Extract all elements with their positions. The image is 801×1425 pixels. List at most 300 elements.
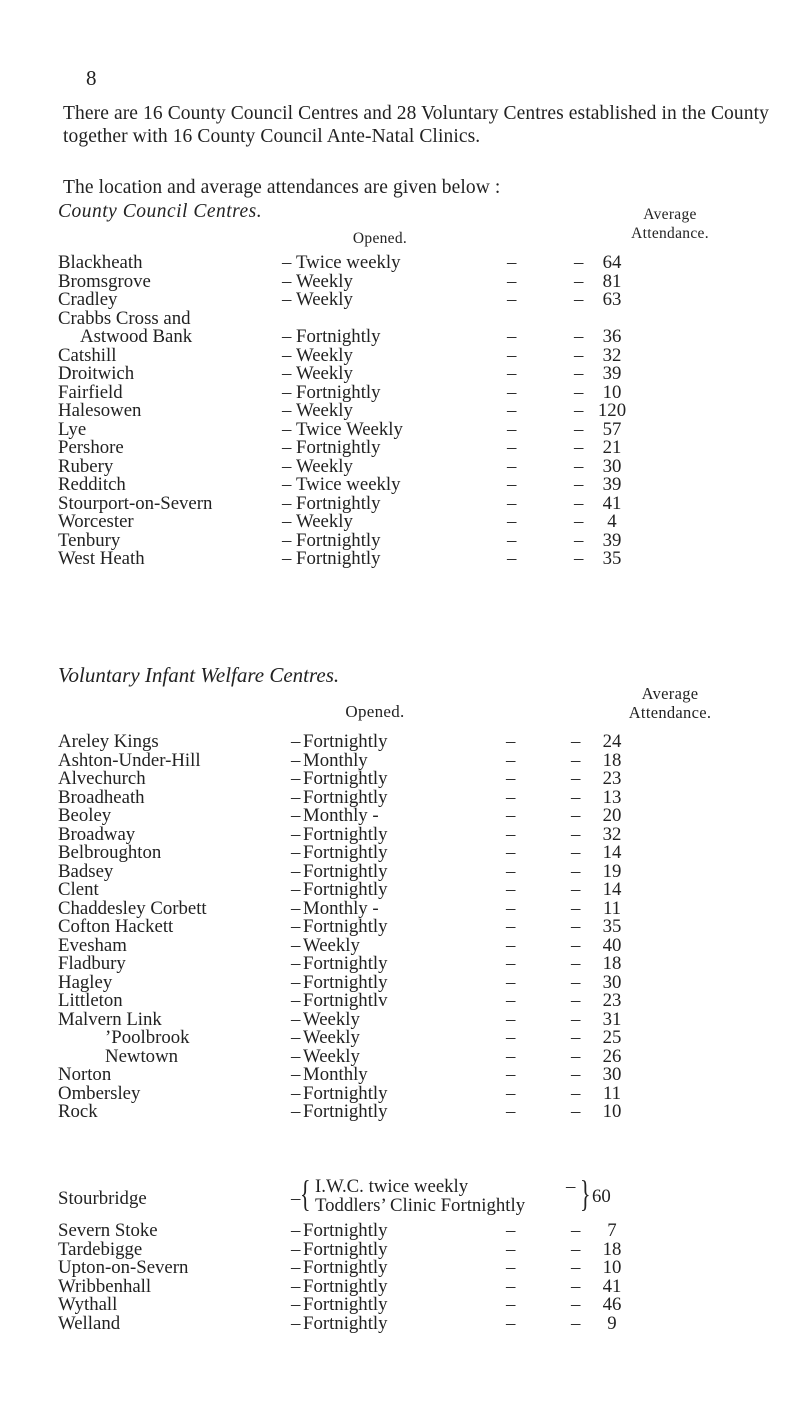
centre-name: Fairfield bbox=[58, 381, 123, 403]
frequency: Monthly - bbox=[303, 897, 379, 919]
frequency: Fortnightly bbox=[303, 1275, 388, 1297]
leader-dash: – bbox=[507, 400, 517, 421]
leader-dash: – bbox=[291, 1275, 301, 1297]
leader-dash: – bbox=[506, 1257, 516, 1278]
centre-name: Ashton-Under-Hill bbox=[58, 749, 201, 771]
leader-dash: – bbox=[574, 289, 584, 310]
leader-dash: – bbox=[291, 971, 301, 993]
leader-dash: – bbox=[282, 326, 292, 347]
attendance: 57 bbox=[602, 418, 622, 440]
page-number: 8 bbox=[86, 66, 97, 90]
leader-dash: – bbox=[291, 842, 301, 863]
attendance: 14 bbox=[602, 842, 622, 863]
attendance: 10 bbox=[602, 1101, 622, 1122]
attendance: 19 bbox=[602, 860, 622, 882]
frequency: Fortnightly bbox=[303, 731, 388, 752]
centre-name: Alvechurch bbox=[58, 768, 146, 789]
centre-name: Areley Kings bbox=[58, 731, 159, 752]
leader-dash: – bbox=[506, 786, 516, 808]
frequency: Fortnightly bbox=[303, 879, 388, 900]
leader-dash: – bbox=[571, 1257, 581, 1278]
leader-dash: – bbox=[574, 381, 584, 403]
leader-dash: – bbox=[571, 1064, 581, 1085]
table-row bbox=[0, 291, 801, 310]
leader-dash: – bbox=[574, 363, 584, 384]
attendance: 25 bbox=[602, 1027, 622, 1048]
centre-name: ’Poolbrook bbox=[105, 1027, 190, 1048]
attendance: 63 bbox=[602, 289, 622, 310]
leader-dash: – bbox=[282, 548, 292, 569]
centre-name: Rubery bbox=[58, 455, 114, 477]
leader-dash: – bbox=[571, 1082, 581, 1104]
leader-dash: – bbox=[571, 731, 581, 752]
leader-dash: – bbox=[282, 270, 292, 292]
leader-dash: – bbox=[574, 529, 584, 551]
leader-dash: – bbox=[282, 289, 292, 310]
frequency: Fortnightlv bbox=[303, 990, 388, 1011]
leader-dash: – bbox=[574, 270, 584, 292]
attendance: 30 bbox=[602, 1064, 622, 1085]
attendance: 30 bbox=[602, 455, 622, 477]
voluntary-table-continued bbox=[0, 1222, 801, 1333]
vol-average-label: Average bbox=[641, 684, 699, 703]
leader-dash: – bbox=[506, 805, 516, 826]
leader-dash: – bbox=[571, 749, 581, 771]
centre-name: Newtown bbox=[105, 1045, 179, 1067]
table-row bbox=[0, 807, 801, 826]
leader-dash: – bbox=[506, 1064, 516, 1085]
frequency: Weekly bbox=[303, 1027, 360, 1048]
leader-dash: – bbox=[282, 344, 292, 366]
stourbridge-right-brace: } bbox=[580, 1171, 591, 1215]
leader-dash: – bbox=[282, 455, 292, 477]
table-row bbox=[0, 328, 801, 347]
centre-name: Malvern Link bbox=[58, 1008, 162, 1030]
centre-name: Stourport-on-Severn bbox=[58, 492, 213, 514]
leader-dash: – bbox=[506, 1312, 516, 1334]
attendance: 10 bbox=[602, 1257, 622, 1278]
centre-name: Droitwich bbox=[58, 363, 135, 384]
frequency: Fortnightly bbox=[303, 1101, 388, 1122]
frequency: Monthly bbox=[303, 1064, 368, 1085]
centre-name: Upton-on-Severn bbox=[58, 1257, 189, 1278]
leader-dash: – bbox=[291, 1220, 301, 1241]
leader-dash: – bbox=[574, 418, 584, 440]
table-row bbox=[0, 1222, 801, 1241]
leader-dash: – bbox=[282, 252, 292, 273]
attendance: 39 bbox=[602, 529, 622, 551]
frequency: Weekly bbox=[296, 400, 353, 421]
vol-opened-header: Opened. bbox=[345, 702, 405, 721]
leader-dash: – bbox=[506, 731, 516, 752]
leader-dash: – bbox=[282, 418, 292, 440]
leader-dash: – bbox=[571, 934, 581, 956]
table-row bbox=[0, 270, 801, 292]
stourbridge-line1-dash: – bbox=[566, 1176, 576, 1197]
attendance: 14 bbox=[602, 879, 622, 900]
leader-dash: – bbox=[574, 326, 584, 347]
leader-dash: – bbox=[571, 879, 581, 900]
attendance: 30 bbox=[602, 971, 622, 993]
attendance: 21 bbox=[602, 437, 622, 458]
centre-name: Broadway bbox=[58, 823, 136, 845]
leader-dash: – bbox=[507, 492, 517, 514]
leader-dash: – bbox=[291, 897, 301, 919]
centre-name: Welland bbox=[58, 1312, 121, 1334]
centre-name: Cofton Hackett bbox=[58, 916, 174, 937]
leader-dash: – bbox=[282, 400, 292, 421]
attendance: 23 bbox=[602, 768, 622, 789]
centre-name: Clent bbox=[58, 879, 99, 900]
leader-dash: – bbox=[282, 437, 292, 458]
table-row bbox=[0, 786, 801, 808]
leader-dash: – bbox=[291, 1045, 301, 1067]
cc-average-label: Average bbox=[643, 206, 697, 223]
leader-dash: – bbox=[507, 548, 517, 569]
leader-dash: – bbox=[506, 860, 516, 882]
leader-dash: – bbox=[571, 823, 581, 845]
leader-dash: – bbox=[571, 1238, 581, 1260]
table-row bbox=[0, 1029, 801, 1048]
leader-dash: – bbox=[291, 1312, 301, 1334]
leader-dash: – bbox=[506, 953, 516, 974]
leader-dash: – bbox=[574, 344, 584, 366]
leader-dash: – bbox=[291, 823, 301, 845]
leader-dash: – bbox=[506, 916, 516, 937]
attendance: 46 bbox=[602, 1294, 622, 1315]
vol-average-header bbox=[560, 684, 780, 722]
frequency: Weekly bbox=[303, 934, 360, 956]
centre-name: Redditch bbox=[58, 474, 126, 495]
stourbridge-dash: – bbox=[291, 1188, 301, 1209]
leader-dash: – bbox=[571, 786, 581, 808]
vol-attendance-label: Attendance. bbox=[628, 703, 712, 722]
frequency: Fortnightly bbox=[303, 768, 388, 789]
leader-dash: – bbox=[574, 492, 584, 514]
table-row bbox=[0, 860, 801, 882]
frequency: Fortnightly bbox=[303, 1294, 388, 1315]
leader-dash: – bbox=[507, 511, 517, 532]
frequency: Weekly bbox=[296, 363, 353, 384]
leader-dash: – bbox=[507, 326, 517, 347]
leader-dash: – bbox=[507, 455, 517, 477]
leader-dash: – bbox=[574, 252, 584, 273]
intro-location-line: The location and average attendances are given below : bbox=[63, 177, 501, 198]
leader-dash: – bbox=[282, 381, 292, 403]
table-row bbox=[0, 844, 801, 863]
frequency: Monthly bbox=[303, 749, 368, 771]
leader-dash: – bbox=[291, 934, 301, 956]
frequency: Fortnightly bbox=[303, 1238, 388, 1260]
centre-name: Wythall bbox=[58, 1294, 118, 1315]
centre-name: Cradley bbox=[58, 289, 118, 310]
leader-dash: – bbox=[506, 879, 516, 900]
leader-dash: – bbox=[291, 916, 301, 937]
frequency: Fortnightly bbox=[303, 971, 388, 993]
centre-name: Pershore bbox=[58, 437, 124, 458]
centre-name: Catshill bbox=[58, 344, 117, 366]
attendance: 39 bbox=[602, 363, 622, 384]
leader-dash: – bbox=[574, 437, 584, 458]
table-row bbox=[0, 992, 801, 1011]
leader-dash: – bbox=[574, 474, 584, 495]
frequency: Fortnightly bbox=[296, 437, 381, 458]
leader-dash: – bbox=[291, 749, 301, 771]
frequency: Fortnightly bbox=[303, 823, 388, 845]
stourbridge-line1: I.W.C. twice weekly bbox=[315, 1176, 469, 1197]
frequency: Fortnightly bbox=[303, 860, 388, 882]
stourbridge-attendance: 60 bbox=[592, 1186, 611, 1207]
attendance: 41 bbox=[602, 492, 622, 514]
leader-dash: – bbox=[506, 1220, 516, 1241]
attendance: 20 bbox=[602, 805, 622, 826]
table-row bbox=[0, 1045, 801, 1067]
centre-name: Fladbury bbox=[58, 953, 126, 974]
leader-dash: – bbox=[291, 953, 301, 974]
leader-dash: – bbox=[506, 1027, 516, 1048]
leader-dash: – bbox=[291, 1238, 301, 1260]
attendance: 35 bbox=[602, 548, 622, 569]
leader-dash: – bbox=[291, 786, 301, 808]
frequency: Twice Weekly bbox=[296, 418, 403, 440]
leader-dash: – bbox=[571, 953, 581, 974]
leader-dash: – bbox=[291, 1064, 301, 1085]
attendance: 10 bbox=[602, 381, 622, 403]
leader-dash: – bbox=[291, 1027, 301, 1048]
table-row bbox=[0, 513, 801, 532]
table-row bbox=[0, 1082, 801, 1104]
leader-dash: – bbox=[282, 474, 292, 495]
voluntary-table bbox=[0, 733, 801, 1122]
centre-name: Blackheath bbox=[58, 252, 143, 273]
frequency: Weekly bbox=[296, 511, 353, 532]
attendance: 31 bbox=[602, 1008, 622, 1030]
leader-dash: – bbox=[574, 511, 584, 532]
leader-dash: – bbox=[571, 897, 581, 919]
attendance: 41 bbox=[602, 1275, 622, 1297]
frequency: Fortnightly bbox=[303, 1312, 388, 1334]
leader-dash: – bbox=[571, 1275, 581, 1297]
centre-name: Lye bbox=[58, 418, 87, 440]
attendance: 18 bbox=[602, 953, 622, 974]
attendance: 39 bbox=[602, 474, 622, 495]
centre-name: Broadheath bbox=[58, 786, 145, 808]
county-council-table bbox=[0, 254, 801, 569]
leader-dash: – bbox=[282, 492, 292, 514]
attendance: 64 bbox=[602, 252, 622, 273]
leader-dash: – bbox=[571, 1220, 581, 1241]
table-row bbox=[0, 770, 801, 789]
table-row bbox=[0, 476, 801, 495]
leader-dash: – bbox=[574, 548, 584, 569]
stourbridge-line2: Toddlers’ Clinic Fortnightly bbox=[315, 1195, 526, 1216]
leader-dash: – bbox=[507, 289, 517, 310]
centre-name: Beoley bbox=[58, 805, 112, 826]
centre-name: Tardebigge bbox=[58, 1238, 143, 1260]
table-row bbox=[0, 881, 801, 900]
leader-dash: – bbox=[506, 971, 516, 993]
table-row bbox=[0, 254, 801, 273]
frequency: Weekly bbox=[296, 289, 353, 310]
leader-dash: – bbox=[282, 511, 292, 532]
leader-dash: – bbox=[291, 805, 301, 826]
leader-dash: – bbox=[506, 1101, 516, 1122]
attendance: 32 bbox=[602, 344, 622, 366]
table-row bbox=[0, 1296, 801, 1315]
leader-dash: – bbox=[571, 805, 581, 826]
leader-dash: – bbox=[507, 344, 517, 366]
centre-name: Hagley bbox=[58, 971, 113, 993]
leader-dash: – bbox=[506, 842, 516, 863]
leader-dash: – bbox=[291, 1101, 301, 1122]
cc-opened-header: Opened. bbox=[352, 230, 408, 247]
attendance: 13 bbox=[602, 786, 622, 808]
intro-paragraph: There are 16 County Council Centres and 28 Voluntary Centres established in the County together with 16 County Council Ante-Natal Clinics. bbox=[63, 103, 769, 147]
attendance: 23 bbox=[602, 990, 622, 1011]
attendance: 120 bbox=[597, 400, 627, 421]
leader-dash: – bbox=[571, 1294, 581, 1315]
centre-name: Worcester bbox=[58, 511, 134, 532]
leader-dash: – bbox=[506, 1045, 516, 1067]
frequency: Fortnightly bbox=[303, 1220, 388, 1241]
table-row bbox=[0, 1259, 801, 1278]
leader-dash: – bbox=[571, 1101, 581, 1122]
stourbridge-entry bbox=[0, 1171, 801, 1221]
leader-dash: – bbox=[506, 1294, 516, 1315]
attendance: 18 bbox=[602, 749, 622, 771]
stourbridge-left-brace: { bbox=[300, 1171, 311, 1215]
frequency: Twice weekly bbox=[296, 474, 401, 495]
frequency: Weekly bbox=[296, 344, 353, 366]
centre-name: Crabbs Cross and bbox=[58, 307, 191, 329]
attendance: 11 bbox=[602, 897, 622, 919]
centre-name: Badsey bbox=[58, 860, 114, 882]
table-row bbox=[0, 402, 801, 421]
leader-dash: – bbox=[506, 1082, 516, 1104]
leader-dash: – bbox=[507, 418, 517, 440]
table-row bbox=[0, 439, 801, 458]
voluntary-title: Voluntary Infant Welfare Centres. bbox=[58, 663, 340, 687]
centre-name: Ombersley bbox=[58, 1082, 141, 1104]
attendance: 18 bbox=[602, 1238, 622, 1260]
leader-dash: – bbox=[571, 768, 581, 789]
leader-dash: – bbox=[507, 363, 517, 384]
leader-dash: – bbox=[571, 1312, 581, 1334]
attendance: 7 bbox=[607, 1220, 617, 1241]
leader-dash: – bbox=[574, 400, 584, 421]
table-row bbox=[0, 1312, 801, 1334]
frequency: Fortnightly bbox=[296, 548, 381, 569]
cc-average-header bbox=[560, 205, 780, 243]
leader-dash: – bbox=[506, 823, 516, 845]
attendance: 36 bbox=[602, 326, 622, 347]
leader-dash: – bbox=[506, 768, 516, 789]
leader-dash: – bbox=[291, 990, 301, 1011]
leader-dash: – bbox=[291, 1294, 301, 1315]
leader-dash: – bbox=[507, 437, 517, 458]
frequency: Monthly - bbox=[303, 805, 379, 826]
centre-name: Littleton bbox=[58, 990, 123, 1011]
leader-dash: – bbox=[574, 455, 584, 477]
stourbridge-name: Stourbridge bbox=[58, 1188, 147, 1209]
centre-name: Astwood Bank bbox=[80, 326, 193, 347]
leader-dash: – bbox=[571, 1008, 581, 1030]
leader-dash: – bbox=[506, 934, 516, 956]
leader-dash: – bbox=[282, 529, 292, 551]
leader-dash: – bbox=[507, 529, 517, 551]
table-row bbox=[0, 955, 801, 974]
attendance: 40 bbox=[602, 934, 622, 956]
leader-dash: – bbox=[507, 474, 517, 495]
centre-name: Severn Stoke bbox=[58, 1220, 158, 1241]
centre-name: Bromsgrove bbox=[58, 270, 151, 292]
attendance: 81 bbox=[602, 270, 622, 292]
county-council-title: County Council Centres. bbox=[58, 201, 263, 222]
leader-dash: – bbox=[506, 1008, 516, 1030]
frequency: Twice weekly bbox=[296, 252, 401, 273]
attendance: 9 bbox=[607, 1312, 617, 1334]
leader-dash: – bbox=[571, 990, 581, 1011]
cc-attendance-label: Attendance. bbox=[631, 225, 709, 242]
leader-dash: – bbox=[571, 860, 581, 882]
attendance: 35 bbox=[602, 916, 622, 937]
frequency: Fortnightly bbox=[303, 786, 388, 808]
leader-dash: – bbox=[507, 270, 517, 292]
frequency: Fortnightly bbox=[303, 1257, 388, 1278]
leader-dash: – bbox=[506, 1275, 516, 1297]
frequency: Fortnightly bbox=[303, 953, 388, 974]
leader-dash: – bbox=[571, 1045, 581, 1067]
leader-dash: – bbox=[571, 916, 581, 937]
frequency: Weekly bbox=[303, 1045, 360, 1067]
frequency: Weekly bbox=[296, 455, 353, 477]
frequency: Weekly bbox=[303, 1008, 360, 1030]
frequency: Fortnightly bbox=[296, 492, 381, 514]
table-row bbox=[0, 550, 801, 569]
leader-dash: – bbox=[506, 990, 516, 1011]
leader-dash: – bbox=[291, 1008, 301, 1030]
centre-name: West Heath bbox=[58, 548, 145, 569]
leader-dash: – bbox=[506, 897, 516, 919]
leader-dash: – bbox=[291, 768, 301, 789]
centre-name: Tenbury bbox=[58, 529, 121, 551]
centre-name: Wribbenhall bbox=[58, 1275, 152, 1297]
table-row bbox=[0, 918, 801, 937]
centre-name: Rock bbox=[58, 1101, 98, 1122]
attendance: 4 bbox=[607, 511, 617, 532]
centre-name: Belbroughton bbox=[58, 842, 162, 863]
leader-dash: – bbox=[291, 731, 301, 752]
leader-dash: – bbox=[291, 1082, 301, 1104]
leader-dash: – bbox=[571, 1027, 581, 1048]
table-row bbox=[0, 733, 801, 752]
frequency: Fortnightly bbox=[296, 529, 381, 551]
frequency: Fortnightly bbox=[303, 1082, 388, 1104]
centre-name: Norton bbox=[58, 1064, 112, 1085]
leader-dash: – bbox=[291, 1257, 301, 1278]
leader-dash: – bbox=[507, 252, 517, 273]
leader-dash: – bbox=[282, 363, 292, 384]
leader-dash: – bbox=[506, 1238, 516, 1260]
frequency: Fortnightly bbox=[296, 326, 381, 347]
table-row bbox=[0, 1275, 801, 1297]
table-row bbox=[0, 1103, 801, 1122]
frequency: Fortnightly bbox=[303, 842, 388, 863]
leader-dash: – bbox=[506, 749, 516, 771]
leader-dash: – bbox=[571, 971, 581, 993]
frequency: Weekly bbox=[296, 270, 353, 292]
table-row bbox=[0, 1066, 801, 1085]
